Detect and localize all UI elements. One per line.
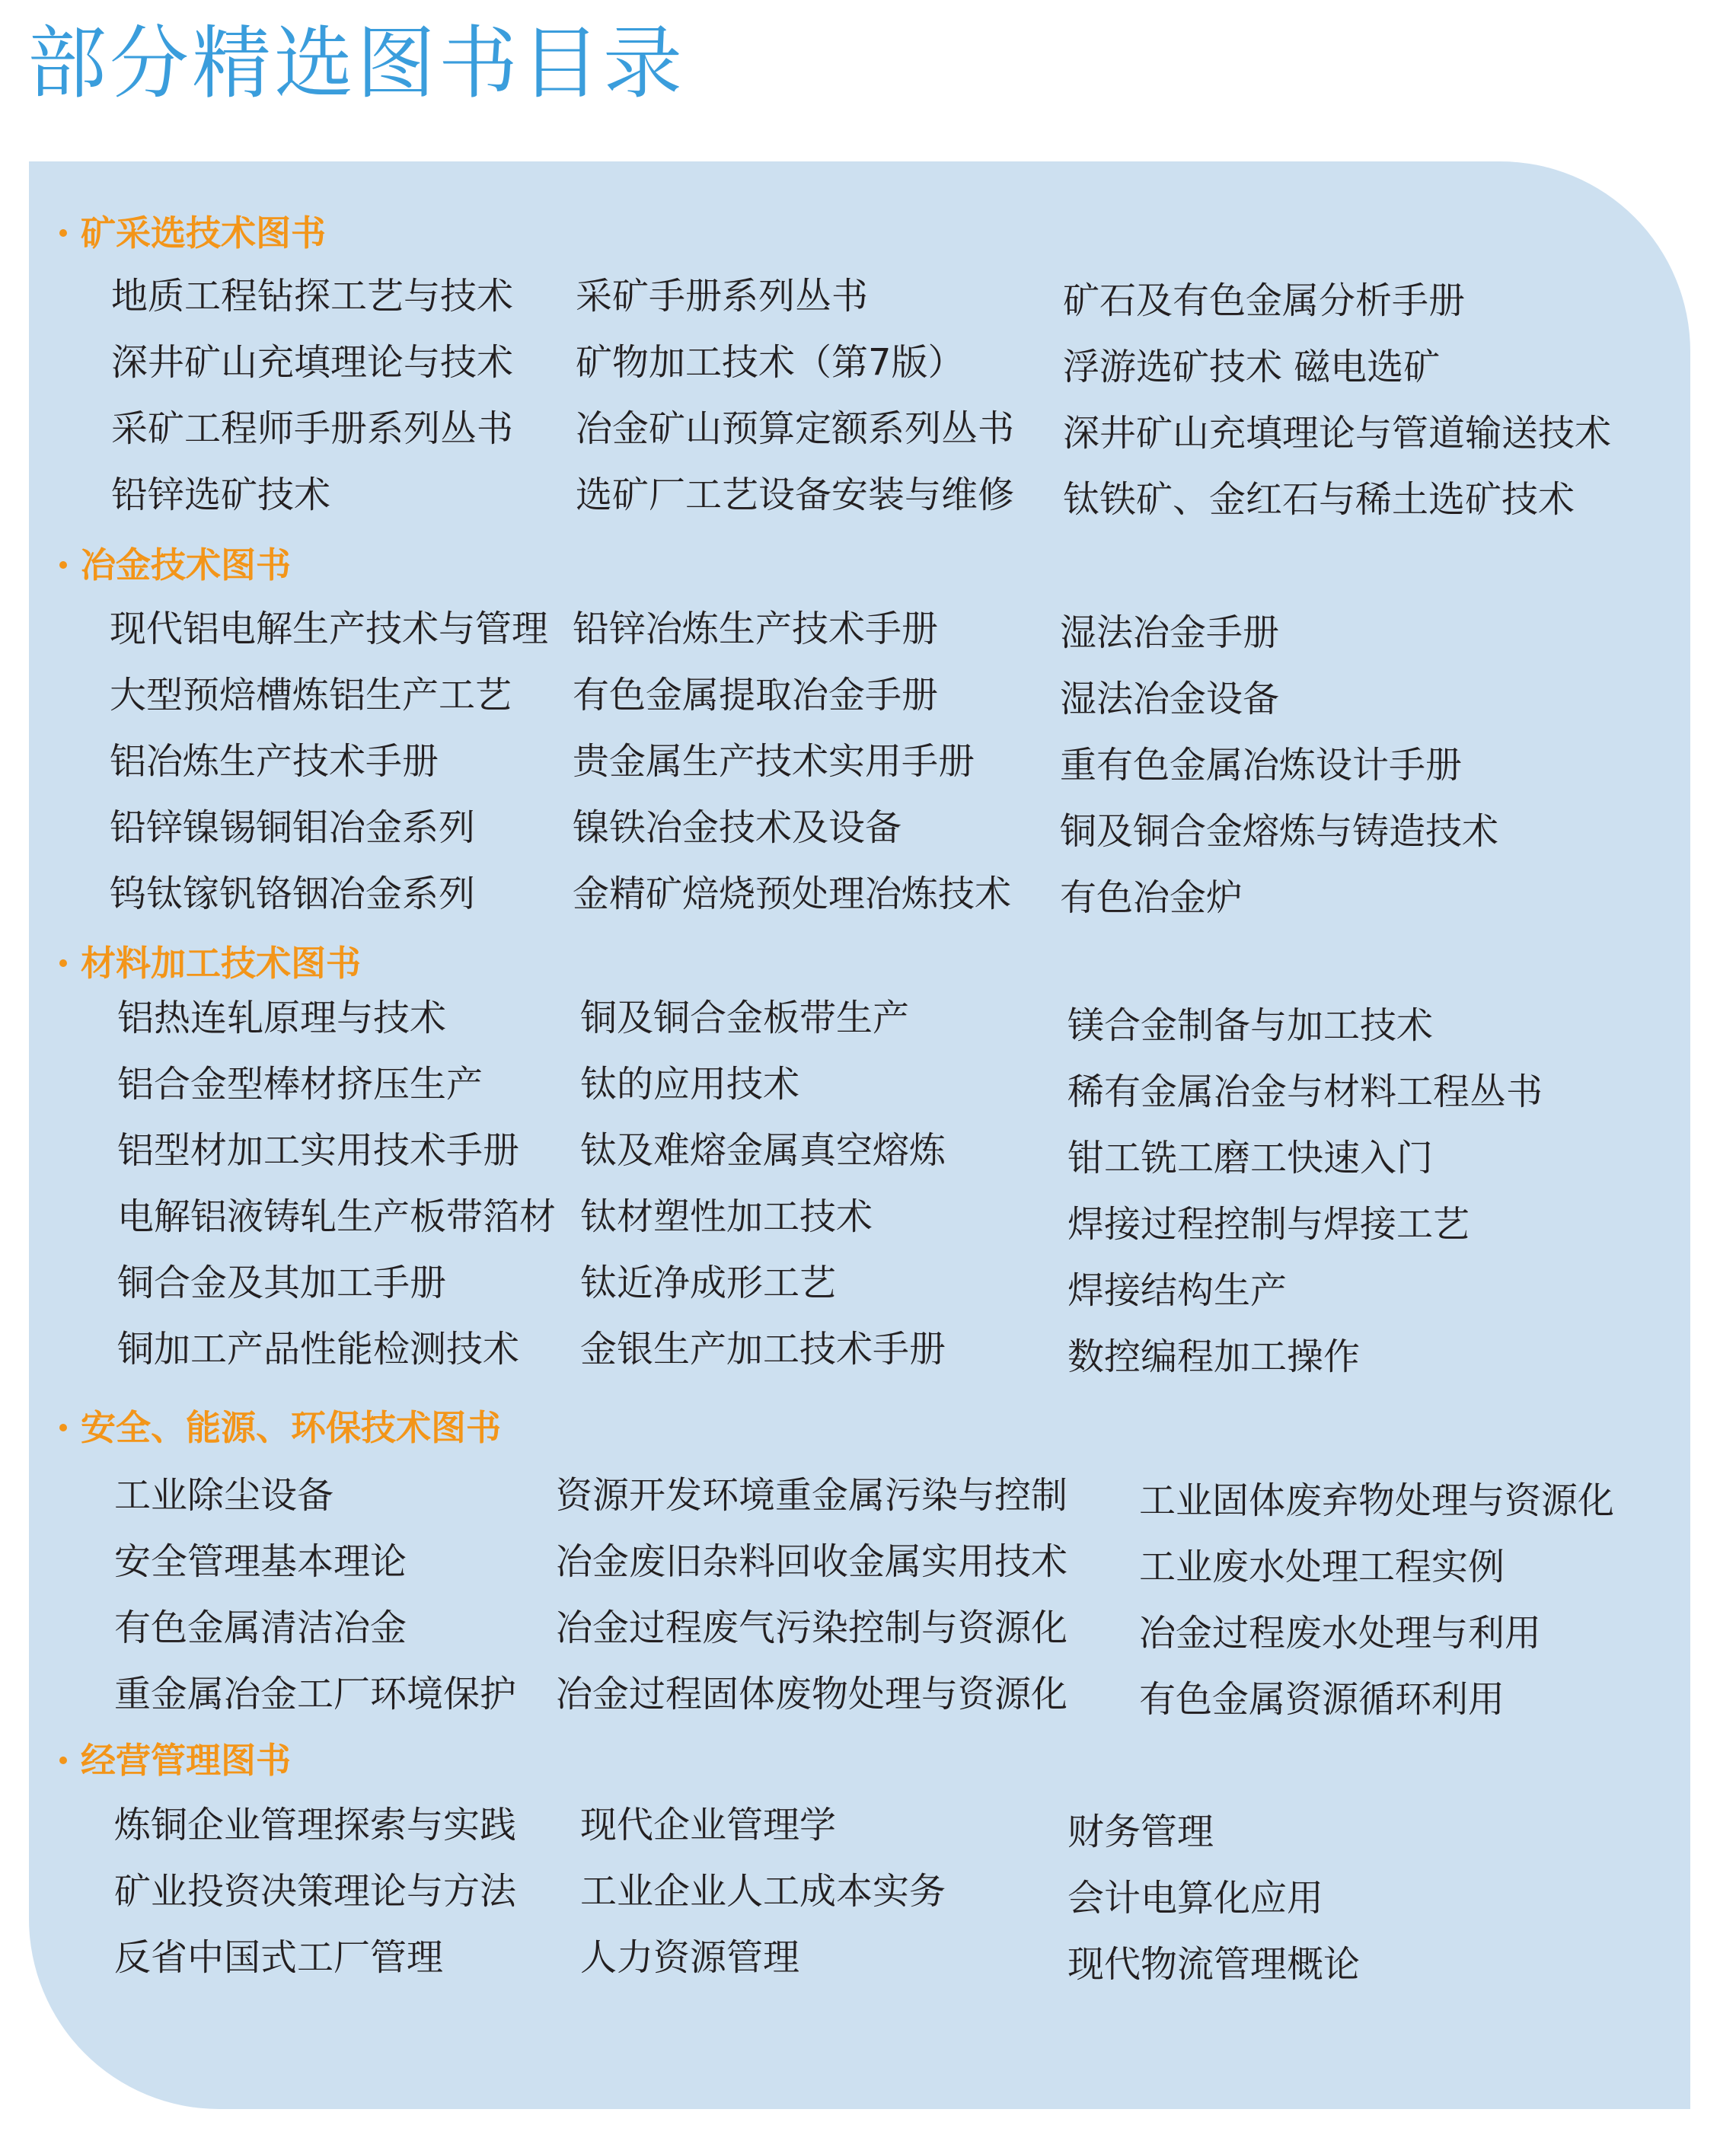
book-title: 钛及难熔金属真空熔炼 [580, 1129, 946, 1172]
book-title: 地质工程钻探工艺与技术 [111, 275, 514, 318]
book-title: 湿法冶金设备 [1060, 678, 1280, 720]
book-title: 稀有金属冶金与材料工程丛书 [1067, 1071, 1543, 1113]
section-heading-label: 材料加工技术图书 [81, 943, 361, 984]
book-title: 深井矿山充填理论与技术 [111, 341, 514, 384]
book-title: 工业固体废弃物处理与资源化 [1139, 1479, 1615, 1522]
book-title: 选矿厂工艺设备安装与维修 [576, 474, 1015, 516]
book-title: 工业废水处理工程实例 [1139, 1546, 1505, 1588]
section-heading [59, 1738, 291, 1783]
bullet-icon [59, 1424, 67, 1431]
book-title: 有色冶金炉 [1060, 876, 1243, 919]
book-title: 钛铁矿、金红石与稀土选矿技术 [1063, 478, 1575, 521]
book-title: 现代铝电解生产技术与管理 [110, 608, 549, 650]
book-title: 财务管理 [1067, 1811, 1214, 1853]
book-title: 有色金属清洁冶金 [114, 1607, 407, 1649]
book-title: 有色金属提取冶金手册 [573, 674, 939, 716]
book-title: 现代企业管理学 [580, 1804, 837, 1846]
book-title: 铝热连轧原理与技术 [117, 997, 447, 1039]
book-title: 钛材塑性加工技术 [580, 1195, 873, 1238]
book-title: 冶金过程废气污染控制与资源化 [556, 1607, 1068, 1649]
book-title: 金银生产加工技术手册 [580, 1328, 946, 1371]
book-title: 焊接过程控制与焊接工艺 [1067, 1203, 1470, 1246]
book-title: 铜及铜合金熔炼与铸造技术 [1060, 810, 1499, 853]
book-title: 湿法冶金手册 [1060, 611, 1280, 654]
bullet-icon [59, 1757, 67, 1764]
book-title: 镁合金制备与加工技术 [1067, 1004, 1434, 1047]
book-title: 冶金过程废水处理与利用 [1139, 1612, 1542, 1655]
book-title: 人力资源管理 [580, 1936, 800, 1979]
book-title: 重金属冶金工厂环境保护 [114, 1673, 517, 1715]
book-title: 安全管理基本理论 [114, 1540, 407, 1583]
book-title: 矿物加工技术（第7版） [576, 341, 965, 384]
book-title: 数控编程加工操作 [1067, 1335, 1361, 1378]
section-heading [59, 210, 326, 256]
page-title: 部分精选图书目录 [27, 17, 686, 110]
book-title: 大型预焙槽炼铝生产工艺 [110, 674, 512, 716]
book-title: 铅锌冶炼生产技术手册 [573, 608, 939, 650]
book-title: 资源开发环境重金属污染与控制 [556, 1474, 1068, 1517]
book-title: 有色金属资源循环利用 [1139, 1678, 1505, 1721]
book-title: 铜加工产品性能检测技术 [117, 1328, 520, 1371]
book-title: 工业除尘设备 [114, 1474, 334, 1517]
book-title: 铜及铜合金板带生产 [580, 997, 910, 1039]
book-title: 工业企业人工成本实务 [580, 1870, 946, 1913]
book-title: 冶金矿山预算定额系列丛书 [576, 407, 1015, 450]
book-title: 电解铝液铸轧生产板带箔材 [117, 1195, 557, 1238]
book-title: 铅锌镍锡铜钼冶金系列 [110, 806, 476, 849]
book-title: 钛的应用技术 [580, 1063, 800, 1106]
book-title: 冶金过程固体废物处理与资源化 [556, 1673, 1068, 1715]
book-title: 金精矿焙烧预处理冶炼技术 [573, 873, 1012, 915]
book-title: 镍铁冶金技术及设备 [573, 806, 902, 849]
book-title: 焊接结构生产 [1067, 1269, 1288, 1312]
book-title: 铝型材加工实用技术手册 [117, 1129, 520, 1172]
bullet-icon [59, 959, 67, 967]
book-title: 贵金属生产技术实用手册 [573, 740, 975, 783]
book-title: 铅锌选矿技术 [111, 474, 331, 516]
section-heading-label: 经营管理图书 [81, 1740, 291, 1781]
book-title: 浮游选矿技术 磁电选矿 [1063, 346, 1441, 388]
book-title: 钛近净成形工艺 [580, 1262, 837, 1304]
book-title: 现代物流管理概论 [1067, 1943, 1361, 1986]
book-title: 深井矿山充填理论与管道输送技术 [1063, 412, 1612, 455]
book-title: 铝冶炼生产技术手册 [110, 740, 439, 783]
section-heading [59, 1405, 501, 1450]
book-title: 矿业投资决策理论与方法 [114, 1870, 517, 1913]
book-title: 矿石及有色金属分析手册 [1063, 279, 1466, 322]
book-title: 炼铜企业管理探索与实践 [114, 1804, 517, 1846]
book-title: 会计电算化应用 [1067, 1877, 1324, 1919]
section-heading-label: 矿采选技术图书 [81, 212, 326, 254]
book-title: 铜合金及其加工手册 [117, 1262, 447, 1304]
bullet-icon [59, 561, 67, 569]
section-heading-label: 安全、能源、环保技术图书 [81, 1407, 501, 1448]
book-title: 重有色金属冶炼设计手册 [1060, 744, 1463, 787]
section-heading [59, 940, 361, 986]
book-title: 钨钛镓钒铬铟冶金系列 [110, 873, 476, 915]
book-title: 反省中国式工厂管理 [114, 1936, 444, 1979]
book-title: 铝合金型棒材挤压生产 [117, 1063, 483, 1106]
section-heading-label: 冶金技术图书 [81, 544, 291, 586]
bullet-icon [59, 229, 67, 237]
section-heading [59, 542, 291, 588]
book-title: 钳工铣工磨工快速入门 [1067, 1137, 1434, 1179]
book-title: 冶金废旧杂料回收金属实用技术 [556, 1540, 1068, 1583]
book-title: 采矿工程师手册系列丛书 [111, 407, 514, 450]
book-title: 采矿手册系列丛书 [576, 275, 869, 318]
